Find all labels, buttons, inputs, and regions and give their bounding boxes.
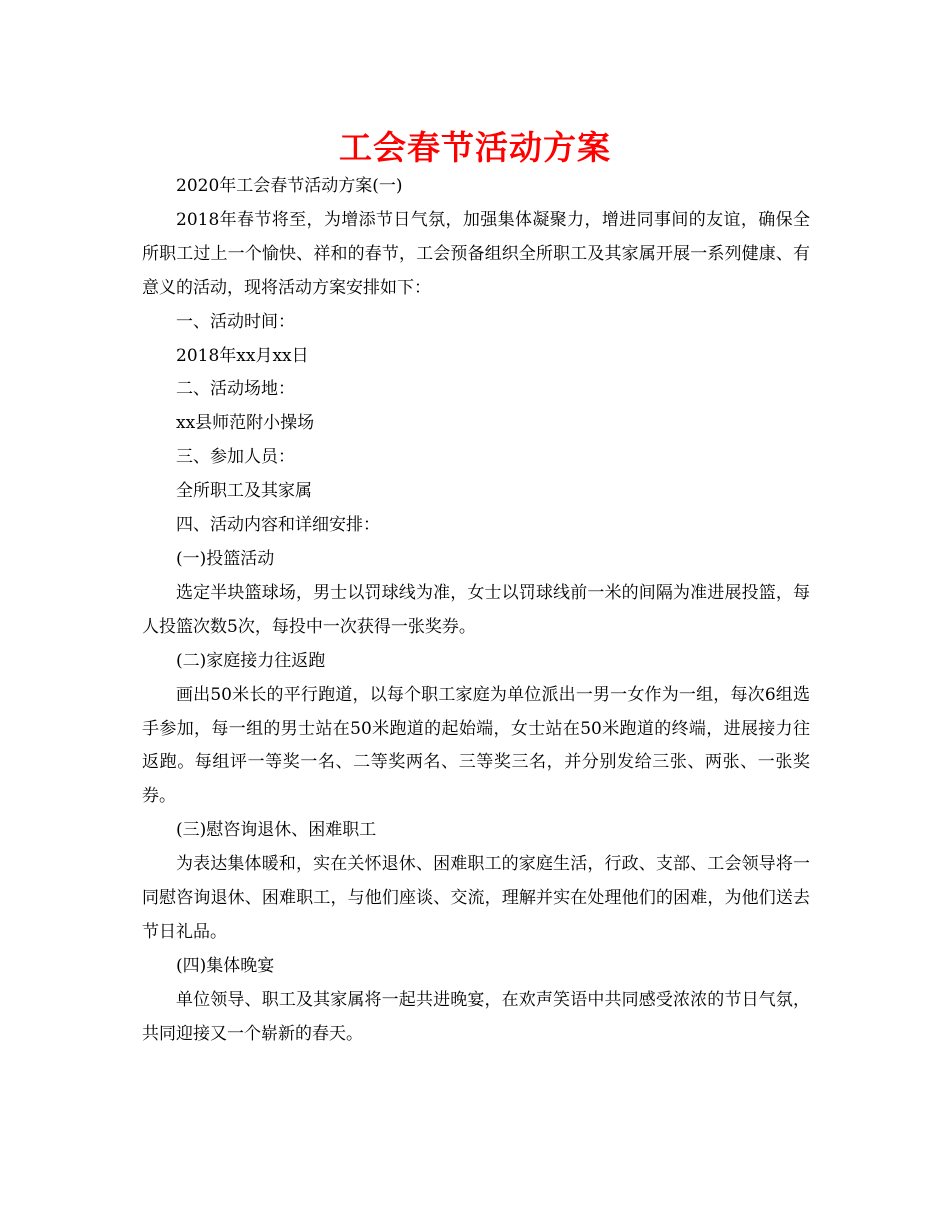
paragraph-basketball: 选定半块篮球场，男士以罚球线为准，女士以罚球线前一米的间隔为准进展投篮，每人投篮次数5次，每投中一次获得一张奖券。 — [142, 582, 810, 637]
heading-activity-content: 四、活动内容和详细安排： — [176, 515, 380, 536]
paragraph-participants: 全所职工及其家属 — [176, 481, 312, 502]
paragraph-subtitle: 2020年工会春节活动方案(一) — [176, 176, 403, 196]
document-title: 工会春节活动方案 — [339, 128, 611, 167]
paragraph-venue: xx县师范附小操场 — [176, 413, 315, 434]
paragraph-intro: 2018年春节将至，为增添节日气氛，加强集体凝聚力，增进同事间的友谊，确保全所职工过上一个愉快、祥和的春节，工会预备组织全所职工及其家属开展一系列健康、有意义的活动，现将活动方案安排如下： — [142, 209, 810, 298]
paragraph-dinner: 单位领导、职工及其家属将一起共进晚宴，在欢声笑语中共同感受浓浓的节日气氛，共同迎接又一个崭新的春天。 — [142, 989, 810, 1044]
paragraph-relay: 画出50米长的平行跑道，以每个职工家庭为单位派出一男一女作为一组，每次6组选手参加，每一组的男士站在50米跑道的起始端，女士站在50米跑道的终端，进展接力往返跑。每组评一等奖一名、二等奖两名、三等奖三名，并分别发给三张、两张、一张奖券。 — [142, 684, 810, 807]
subheading-dinner: (四)集体晚宴 — [176, 955, 275, 976]
heading-activity-venue: 二、活动场地： — [176, 379, 295, 400]
paragraph-visit: 为表达集体暖和，实在关怀退休、困难职工的家庭生活，行政、支部、工会领导将一同慰咨询退休、困难职工，与他们座谈、交流，理解并实在处理他们的困难，为他们送去节日礼品。 — [142, 854, 810, 942]
heading-activity-time: 一、活动时间： — [176, 311, 295, 332]
document-body — [142, 170, 810, 1052]
subheading-basketball: (一)投篮活动 — [176, 548, 275, 569]
paragraph-activity-date: 2018年xx月xx日 — [176, 345, 309, 366]
heading-participants: 三、参加人员： — [176, 447, 295, 468]
subheading-visit: (三)慰咨询退休、困难职工 — [176, 820, 377, 841]
subheading-relay: (二)家庭接力往返跑 — [176, 650, 326, 671]
